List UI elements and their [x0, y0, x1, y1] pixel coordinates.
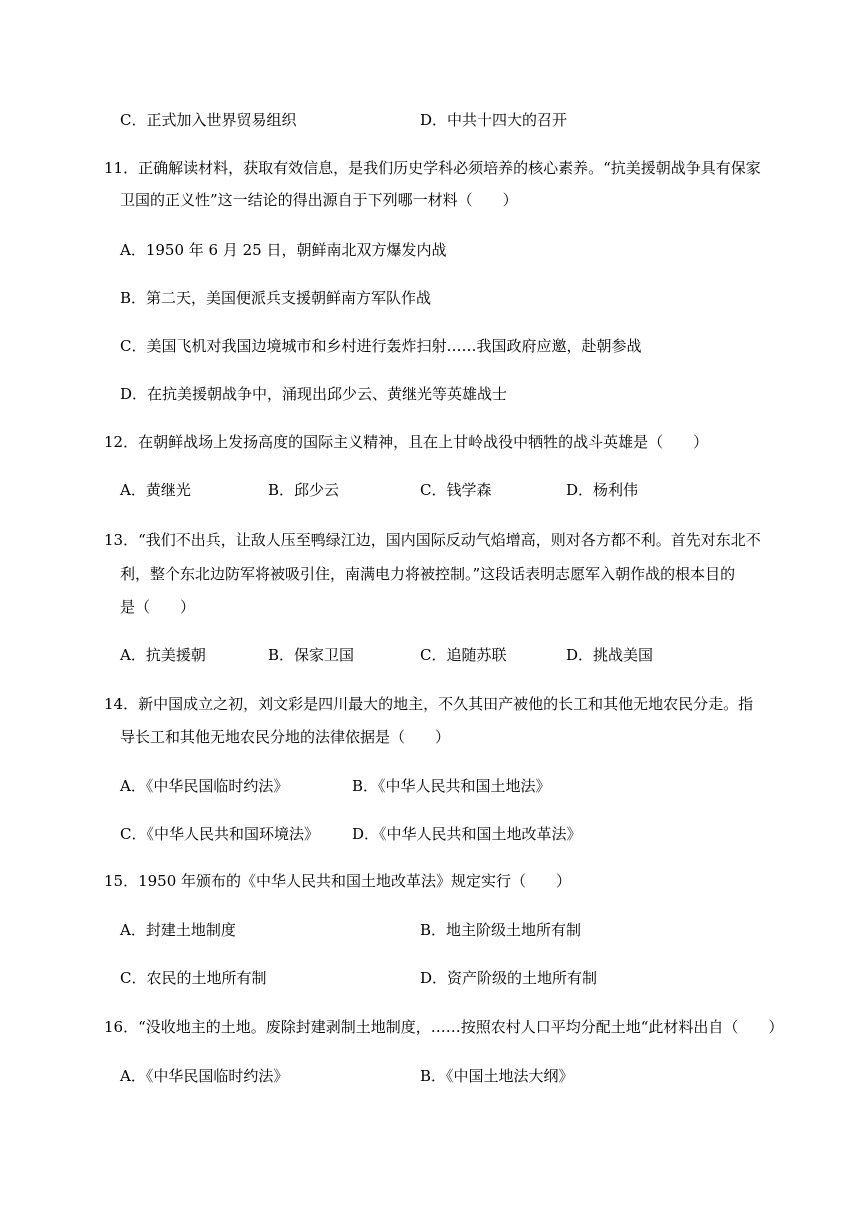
option-letter: D． [566, 646, 594, 664]
option-text: 杨利伟 [593, 481, 639, 499]
q14-option-a [120, 776, 288, 796]
q15-option-a [120, 920, 236, 940]
option-letter: D． [566, 481, 594, 499]
q11-stem-line-1: 11．正确解读材料，获取有效信息，是我们历史学科必须培养的核心素养。“抗美援朝战争具有保家 [104, 159, 761, 177]
q12-option-c [420, 480, 492, 500]
option-text: 《中华民国临时约法》 [145, 777, 289, 795]
option-letter: A． [120, 241, 146, 259]
q15-option-c [120, 968, 267, 988]
option-letter: B． [120, 289, 147, 307]
option-text: 《中华人民共和国土地改革法》 [379, 825, 582, 843]
q11-option-c [120, 336, 642, 356]
option-text: 中共十四大的召开 [447, 111, 568, 129]
option-text: 第二天，美国便派兵支援朝鲜南方军队作战 [146, 289, 432, 307]
option-letter: B． [268, 646, 295, 664]
option-letter: B． [420, 921, 447, 939]
option-text: 邱少云 [294, 481, 340, 499]
option-text: 1950 年 6 月 25 日，朝鲜南北双方爆发内战 [145, 241, 447, 259]
option-text: 保家卫国 [294, 646, 355, 664]
option-letter: C． [420, 646, 447, 664]
option-letter: A． [120, 777, 146, 795]
q14-option-b [352, 776, 551, 796]
option-letter: B． [268, 481, 295, 499]
option-letter: C． [120, 111, 147, 129]
option-letter: D． [352, 825, 380, 843]
option-letter: A． [120, 921, 146, 939]
option-text: 资产阶级的土地所有制 [447, 969, 598, 987]
option-letter: D． [420, 111, 448, 129]
q14-option-c [120, 824, 319, 844]
q13-option-a [120, 645, 206, 665]
option-letter: C． [120, 825, 147, 843]
option-letter: A． [120, 646, 146, 664]
option-text: 抗美援朝 [145, 646, 206, 664]
option-text: 封建土地制度 [145, 921, 236, 939]
q14-stem-line-2: 导长工和其他无地农民分地的法律依据是（ ） [120, 728, 451, 746]
option-text: 地主阶级土地所有制 [446, 921, 582, 939]
option-text: 《中华民国临时约法》 [145, 1067, 289, 1085]
q11-option-d [120, 384, 507, 404]
q15-stem-line-1: 15．1950 年颁布的《中华人民共和国土地改革法》规定实行（ ） [104, 872, 572, 890]
q15-option-d [420, 968, 597, 988]
option-text: 《中国土地法大纲》 [446, 1067, 574, 1085]
q12-option-a [120, 480, 191, 500]
option-text: 钱学森 [446, 481, 492, 499]
q10-option-d [420, 110, 567, 130]
option-letter: A． [120, 481, 146, 499]
q13-stem-line-3: 是（ ） [120, 598, 196, 616]
q16-stem-line-1: 16．“没收地主的土地。废除封建剥制土地制度，……按照农村人口平均分配土地“此材料出自（ ） [104, 1018, 784, 1036]
q13-stem-line-1: 13．“我们不出兵，让敌人压至鸭绿江边，国内国际反动气焰增高，则对各方都不利。首先对东北不 [104, 531, 761, 549]
q13-option-d [566, 645, 653, 665]
q11-option-b [120, 288, 431, 308]
option-text: 在抗美援朝战争中，涌现出邱少云、黄继光等英雄战士 [147, 385, 508, 403]
q10-option-c [120, 110, 297, 130]
q15-option-b [420, 920, 581, 940]
option-text: 追随苏联 [446, 646, 507, 664]
option-text: 《中华人民共和国土地法》 [378, 777, 551, 795]
q13-option-c [420, 645, 507, 665]
option-letter: D． [120, 385, 148, 403]
q13-option-b [268, 645, 354, 665]
option-letter: C． [120, 969, 147, 987]
option-letter: D． [420, 969, 448, 987]
q11-stem-line-2: 卫国的正义性”这一结论的得出源自于下列哪一材料（ ） [120, 191, 518, 209]
option-text: 农民的土地所有制 [146, 969, 267, 987]
q12-option-b [268, 480, 339, 500]
option-letter: C． [420, 481, 447, 499]
option-letter: B． [352, 777, 379, 795]
option-letter: C． [120, 337, 147, 355]
q16-option-b [420, 1066, 574, 1086]
option-text: 《中华人民共和国环境法》 [146, 825, 319, 843]
option-text: 黄继光 [145, 481, 191, 499]
q11-option-a [120, 240, 447, 260]
q13-stem-line-2: 利，整个东北边防军将被吸引住，南满电力将被控制。”这段话表明志愿军入朝作战的根本目的 [120, 565, 736, 583]
option-text: 正式加入世界贸易组织 [146, 111, 297, 129]
q12-option-d [566, 480, 638, 500]
q12-stem-line-1: 12．在朝鲜战场上发扬高度的国际主义精神，且在上甘岭战役中牺牲的战斗英雄是（ ） [104, 433, 709, 451]
q16-option-a [120, 1066, 288, 1086]
option-letter: B． [420, 1067, 447, 1085]
option-text: 挑战美国 [593, 646, 654, 664]
q14-option-d [352, 824, 582, 844]
option-letter: A． [120, 1067, 146, 1085]
option-text: 美国飞机对我国边境城市和乡村进行轰炸扫射……我国政府应邀，赴朝参战 [146, 337, 642, 355]
q14-stem-line-1: 14．新中国成立之初，刘文彩是四川最大的地主，不久其田产被他的长工和其他无地农民分走。指 [104, 695, 754, 713]
